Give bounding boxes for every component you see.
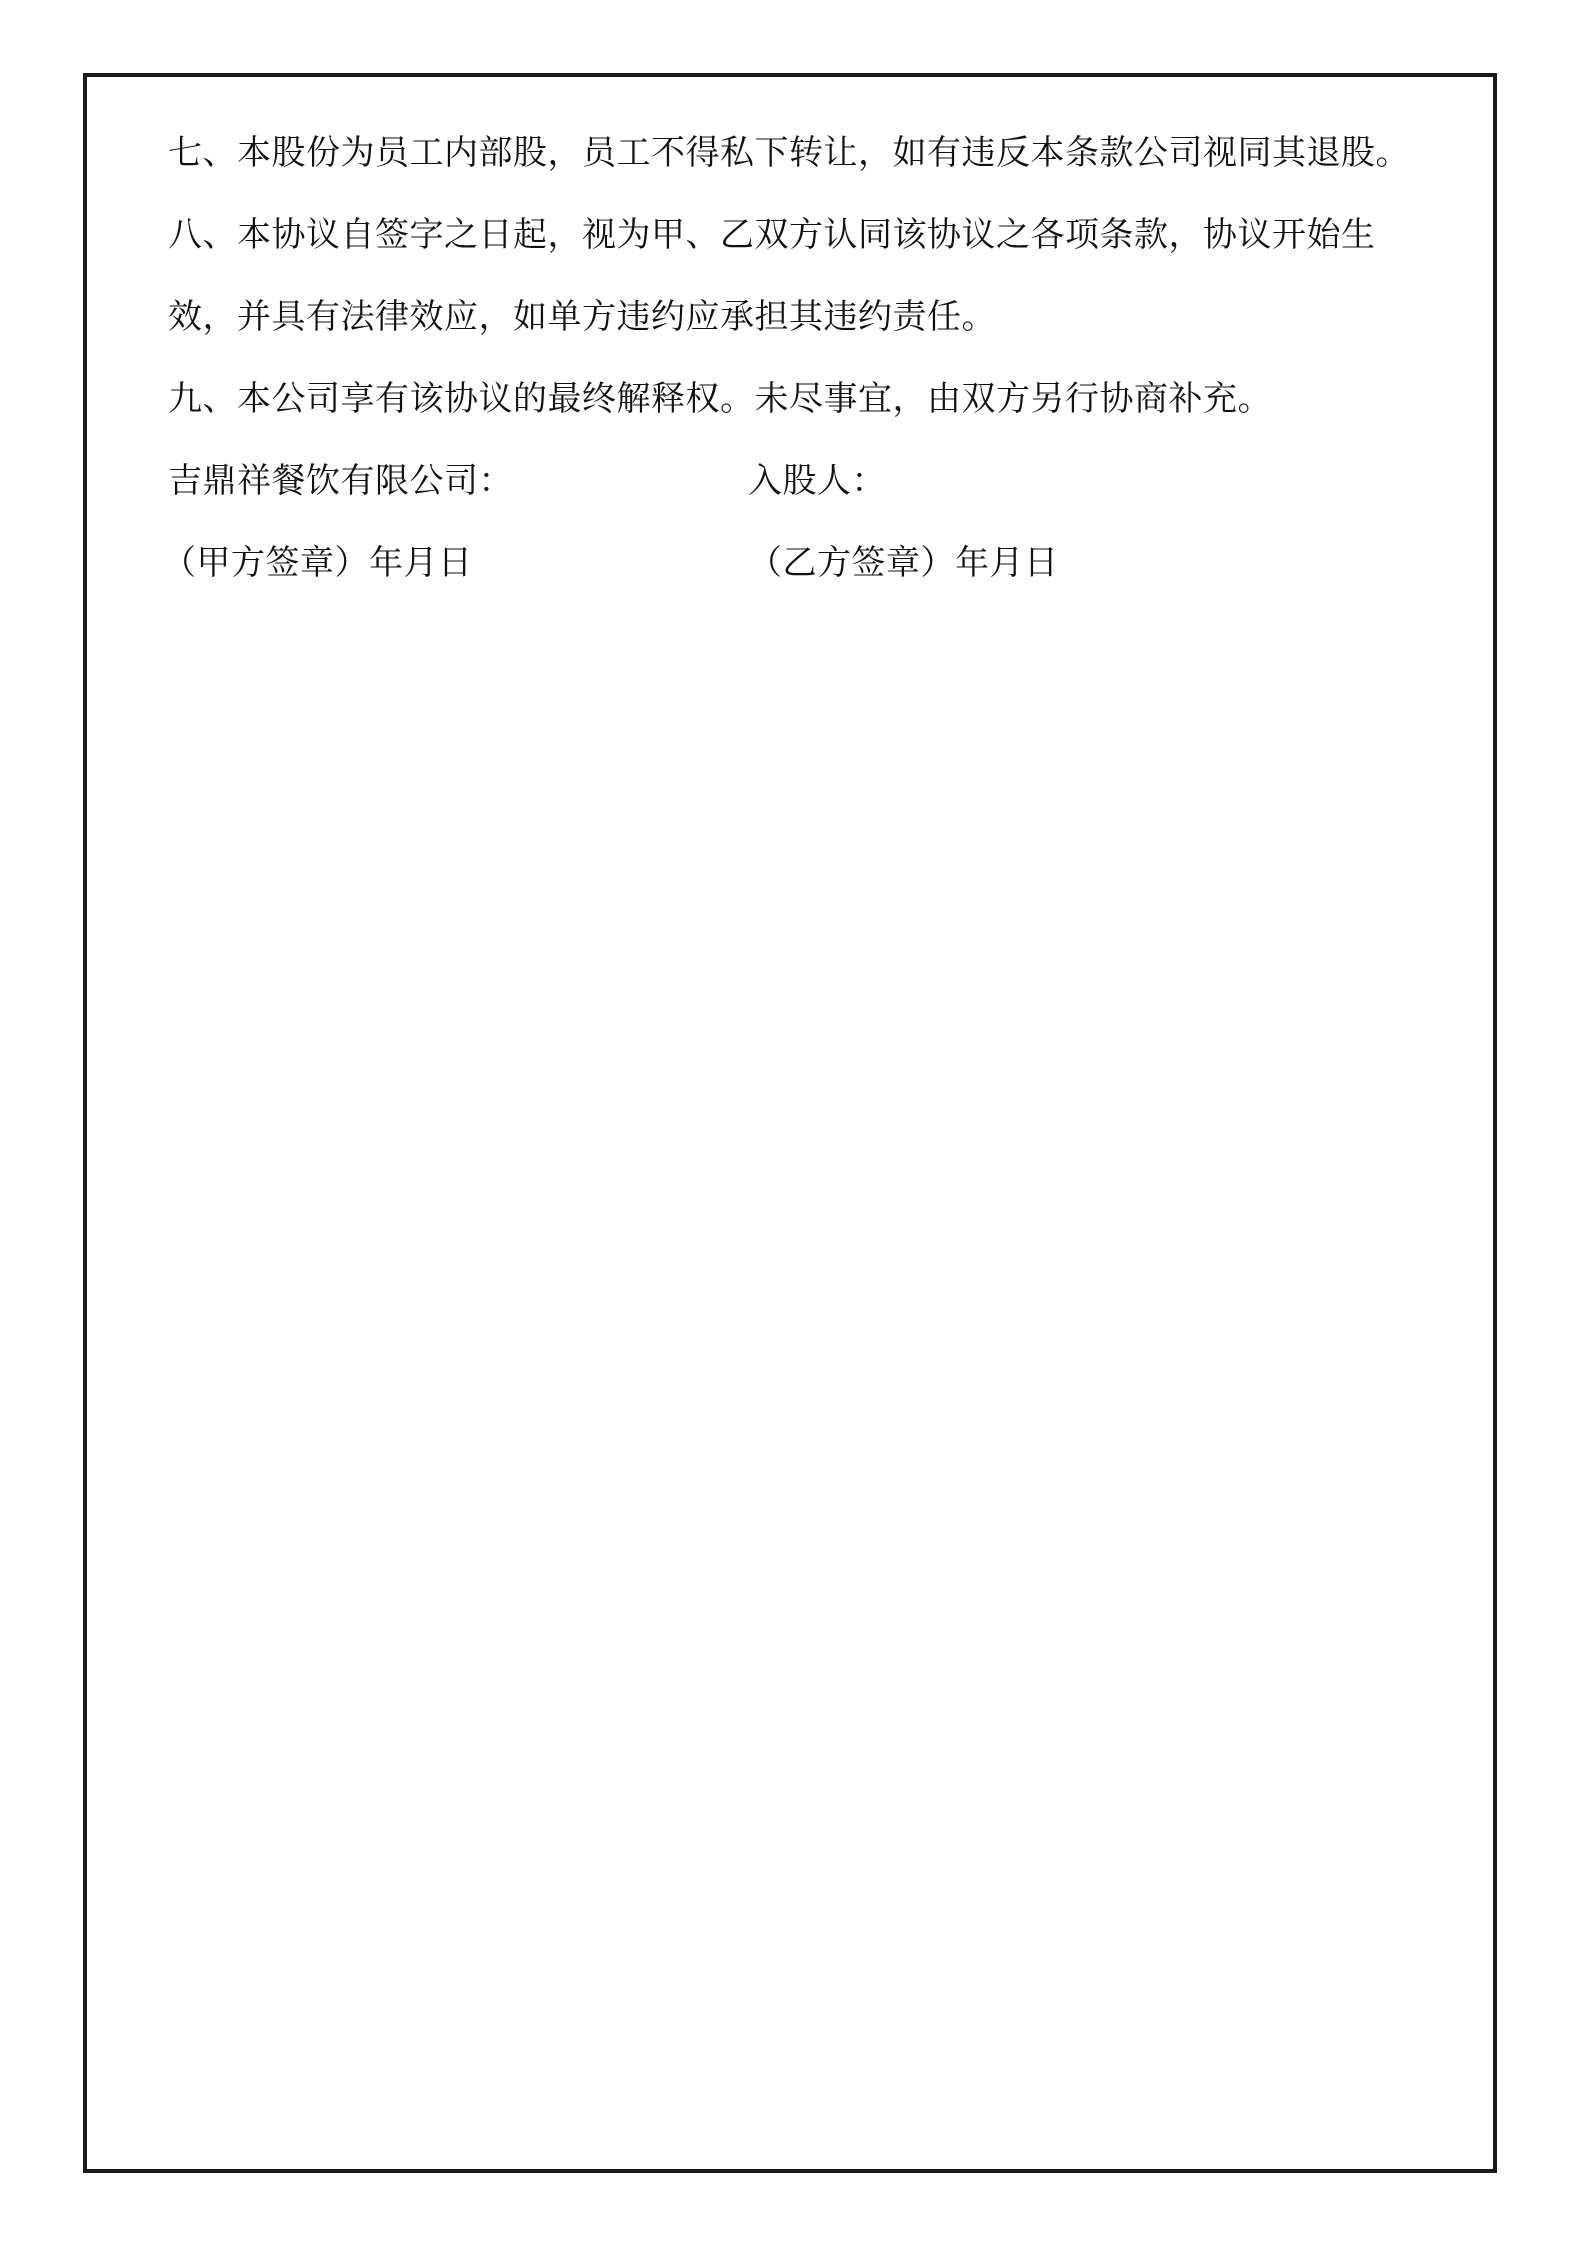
party-a-seal: （甲方签章）年月日 (162, 543, 473, 583)
party-b-seal: （乙方签章）年月日 (748, 543, 1059, 583)
signature-seal-row (162, 522, 1428, 604)
clause-9: 九、本公司享有该协议的最终解释权。未尽事宜，由双方另行协商补充。 (168, 379, 1272, 419)
clause-7: 七、本股份为员工内部股，员工不得私下转让，如有违反本条款公司视同其退股。 (168, 133, 1410, 173)
clause-8: 八、本协议自签字之日起，视为甲、乙双方认同该协议之各项条款，协议开始生效，并具有法律效应，如单方违约应承担其违约责任。 (168, 215, 1376, 337)
party-b-label: 入股人： (748, 461, 886, 501)
signature-label-row (168, 440, 1428, 522)
party-a-label: 吉鼎祥餐饮有限公司： (168, 461, 513, 501)
document-body (162, 112, 1428, 604)
